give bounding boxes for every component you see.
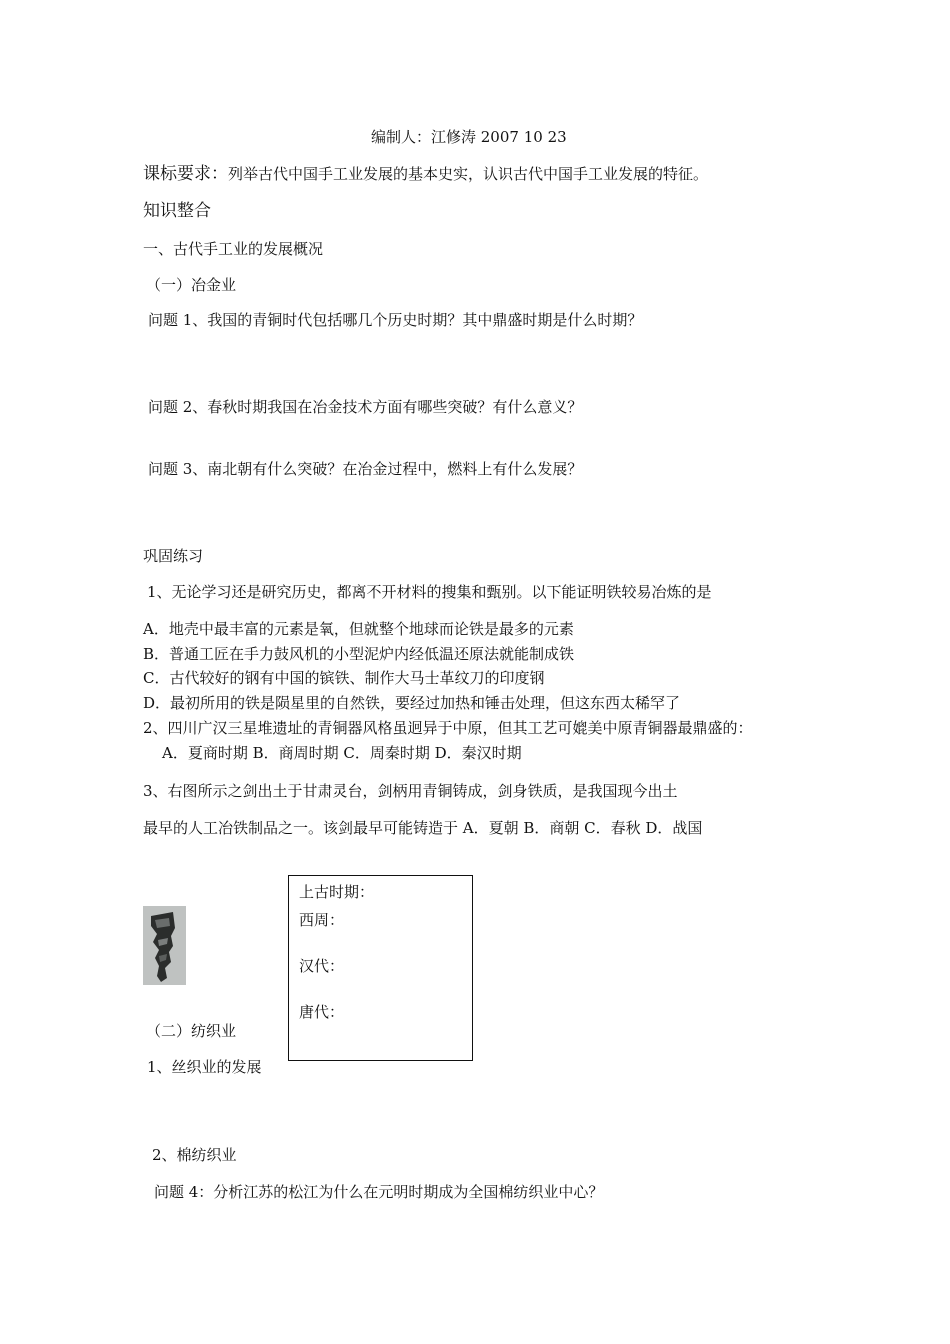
exercise-3-line-2: 最早的人工冶铁制品之一。该剑最早可能铸造于 A．夏朝 B．商朝 C．春秋 D．战国 [143, 819, 703, 837]
section-title: 知识整合 [143, 201, 211, 221]
question-4: 问题 4：分析江苏的松江为什么在元明时期成为全国棉纺织业中心？ [154, 1183, 604, 1201]
part2-item-2: 2、棉纺织业 [152, 1146, 237, 1164]
box-line-3: 汉代： [299, 957, 345, 975]
question-1: 问题 1、我国的青铜时代包括哪几个历史时期？其中鼎盛时期是什么时期？ [148, 311, 643, 329]
exercise-1-option-a: A．地壳中最丰富的元素是氧，但就整个地球而论铁是最多的元素 [143, 620, 574, 638]
standard-label: 课标要求： [143, 164, 228, 184]
exercise-1-option-b: B．普通工匠在手力鼓风机的小型泥炉内经低温还原法就能制成铁 [143, 645, 575, 663]
exercise-1-option-d: D．最初所用的铁是陨星里的自然铁，要经过加热和锤击处理，但这东西太稀罕了 [143, 694, 681, 712]
exercise-1-option-c: C．古代较好的钢有中国的镔铁、制作大马士革纹刀的印度钢 [143, 669, 545, 687]
exercise-2: 2、四川广汉三星堆遗址的青铜器风格虽迥异于中原，但其工艺可媲美中原青铜器最鼎盛的： [143, 719, 753, 737]
author-line: 编制人：江修涛 2007 10 23 [371, 128, 567, 146]
standard-text: 列举古代中国手工业发展的基本史实，认识古代中国手工业发展的特征。 [228, 165, 709, 183]
standard-line [143, 164, 708, 184]
part1-sub1: （一）冶金业 [146, 276, 237, 294]
exercise-2-options: A．夏商时期 B．商周时期 C．周秦时期 D．秦汉时期 [162, 744, 522, 762]
box-line-2: 西周： [299, 911, 345, 929]
question-3: 问题 3、南北朝有什么突破？在冶金过程中，燃料上有什么发展？ [148, 460, 583, 478]
part2-title: （二）纺织业 [146, 1022, 237, 1040]
exercise-1: 1、无论学习还是研究历史，都离不开材料的搜集和甄别。以下能证明铁较易冶炼的是 [147, 583, 712, 601]
sword-photo [143, 906, 186, 985]
question-2: 问题 2、春秋时期我国在冶金技术方面有哪些突破？有什么意义？ [148, 398, 583, 416]
practice-title: 巩固练习 [143, 547, 204, 565]
box-line-1: 上古时期： [299, 883, 375, 901]
box-line-4: 唐代： [299, 1003, 345, 1021]
part2-item-1: 1、丝织业的发展 [147, 1058, 262, 1076]
part1-title: 一、古代手工业的发展概况 [143, 240, 324, 258]
exercise-3-line-1: 3、右图所示之剑出土于甘肃灵台，剑柄用青铜铸成，剑身铁质，是我国现今出土 [143, 782, 678, 800]
